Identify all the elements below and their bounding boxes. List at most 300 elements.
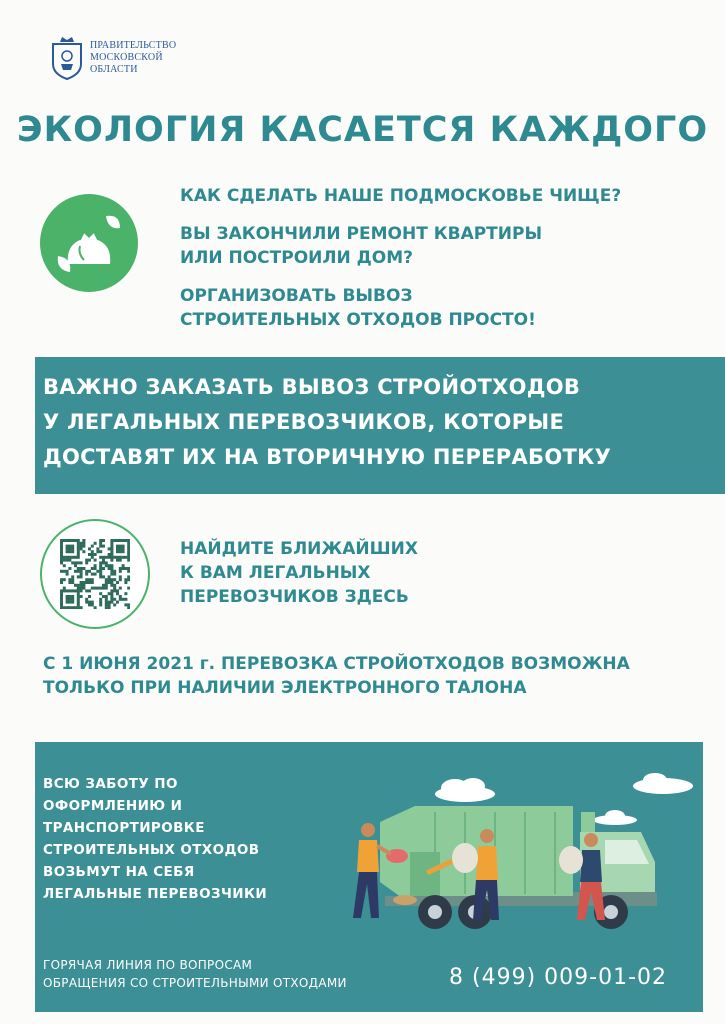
qr-module — [80, 573, 83, 576]
qr-module — [63, 587, 66, 590]
qr-module — [66, 539, 69, 542]
qr-module — [119, 567, 122, 570]
important-text: ВАЖНО ЗАКАЗАТЬ ВЫВОЗ СТРОЙОТХОДОВ У ЛЕГАЛЬНЫХ ПЕРЕВОЗЧИКОВ, КОТОРЫЕ ДОСТАВЯТ ИХ НА ВТОРИЧНУЮ ПЕРЕРАБОТКУ — [43, 375, 612, 469]
qr-module — [110, 584, 113, 587]
qr-module — [119, 575, 122, 578]
qr-module — [80, 567, 83, 570]
qr-module — [60, 556, 63, 559]
qr-module — [71, 606, 74, 609]
qr-module — [80, 587, 83, 590]
qr-module — [124, 592, 127, 595]
qr-module — [82, 587, 85, 590]
qr-module — [80, 575, 83, 578]
qr-module — [110, 573, 113, 576]
qr-module — [119, 578, 122, 581]
qr-module — [108, 564, 111, 567]
qr-module — [124, 567, 127, 570]
qr-module — [113, 603, 116, 606]
qr-module — [91, 550, 94, 553]
qr-module — [105, 598, 108, 601]
qr-module — [108, 603, 111, 606]
qr-module — [68, 601, 71, 604]
moscow-oblast-emblem-icon — [50, 36, 84, 80]
qr-module — [88, 601, 91, 604]
qr-module — [108, 592, 111, 595]
qr-module — [99, 564, 102, 567]
qr-module — [68, 606, 71, 609]
qr-module — [116, 559, 119, 562]
qr-module — [71, 581, 74, 584]
qr-module — [68, 595, 71, 598]
qr-module — [110, 564, 113, 567]
qr-module — [91, 553, 94, 556]
qr-module — [88, 595, 91, 598]
qr-module — [63, 539, 66, 542]
qr-module — [88, 559, 91, 562]
waste-bag-leaves-icon — [40, 194, 138, 292]
qr-module — [77, 584, 80, 587]
qr-module — [108, 575, 111, 578]
qr-module — [127, 553, 130, 556]
qr-module — [85, 581, 88, 584]
qr-module — [105, 581, 108, 584]
qr-module — [80, 570, 83, 573]
qr-module — [124, 556, 127, 559]
qr-module — [60, 559, 63, 562]
qr-module — [91, 578, 94, 581]
qr-module — [82, 567, 85, 570]
qr-module — [99, 598, 102, 601]
qr-module — [91, 567, 94, 570]
qr-module — [74, 556, 77, 559]
qr-module — [113, 589, 116, 592]
qr-module — [119, 587, 122, 590]
qr-module — [99, 539, 102, 542]
qr-module — [127, 575, 130, 578]
qr-module — [113, 556, 116, 559]
qr-module — [66, 573, 69, 576]
qr-module — [102, 584, 105, 587]
qr-module — [105, 601, 108, 604]
qr-module — [80, 561, 83, 564]
qr-module — [99, 556, 102, 559]
qr-module — [113, 573, 116, 576]
qr-module — [66, 545, 69, 548]
qr-module — [102, 556, 105, 559]
qr-module — [60, 570, 63, 573]
qr-module — [71, 556, 74, 559]
qr-module — [60, 542, 63, 545]
qr-module — [113, 570, 116, 573]
qr-module — [96, 547, 99, 550]
qr-module — [77, 556, 80, 559]
qr-module — [122, 598, 125, 601]
qr-module — [110, 556, 113, 559]
qr-module — [77, 589, 80, 592]
find-carriers-text: НАЙДИТЕ БЛИЖАЙШИХ К ВАМ ЛЕГАЛЬНЫХ ПЕРЕВОЗЧИКОВ ЗДЕСЬ — [180, 539, 418, 607]
qr-module — [63, 559, 66, 562]
qr-module — [99, 587, 102, 590]
qr-module — [77, 603, 80, 606]
qr-module — [60, 598, 63, 601]
qr-module — [110, 601, 113, 604]
qr-module — [96, 570, 99, 573]
qr-module — [127, 559, 130, 562]
question-cleaner: КАК СДЕЛАТЬ НАШЕ ПОДМОСКОВЬЕ ЧИЩЕ? — [180, 186, 622, 206]
qr-module — [122, 564, 125, 567]
carriers-care-text: ВСЮ ЗАБОТУ ПО ОФОРМЛЕНИЮ И ТРАНСПОРТИРОВКЕ СТРОИТЕЛЬНЫХ ОТХОДОВ ВОЗЬМУТ НА СЕБЯ ЛЕГАЛЬНЫЕ ПЕРЕВОЗЧИКИ — [43, 776, 268, 902]
qr-module — [108, 567, 111, 570]
qr-module — [116, 556, 119, 559]
qr-module — [110, 592, 113, 595]
qr-module — [108, 556, 111, 559]
qr-module — [71, 545, 74, 548]
qr-module — [110, 542, 113, 545]
qr-module — [122, 539, 125, 542]
coupon-notice: С 1 ИЮНЯ 2021 г. ПЕРЕВОЗКА СТРОЙОТХОДОВ ВОЗМОЖНА ТОЛЬКО ПРИ НАЛИЧИИ ЭЛЕКТРОННОГО ТАЛОНА — [43, 654, 630, 698]
qr-module — [71, 601, 74, 604]
qr-module — [91, 545, 94, 548]
qr-module — [119, 570, 122, 573]
qr-module — [105, 584, 108, 587]
qr-module — [66, 547, 69, 550]
qr-module — [91, 601, 94, 604]
qr-module — [108, 606, 111, 609]
government-header — [50, 36, 176, 80]
qr-module — [110, 570, 113, 573]
qr-module — [110, 589, 113, 592]
qr-module — [63, 570, 66, 573]
qr-module — [105, 595, 108, 598]
qr-module — [71, 550, 74, 553]
qr-module — [127, 570, 130, 573]
qr-module — [85, 559, 88, 562]
qr-module — [102, 575, 105, 578]
qr-module — [77, 606, 80, 609]
carriers-panel — [35, 742, 703, 1012]
qr-module — [127, 603, 130, 606]
qr-module — [68, 547, 71, 550]
question-renovation: ВЫ ЗАКОНЧИЛИ РЕМОНТ КВАРТИРЫ ИЛИ ПОСТРОИЛИ ДОМ? — [180, 224, 543, 268]
qr-module — [85, 570, 88, 573]
qr-module — [88, 578, 91, 581]
qr-module — [85, 578, 88, 581]
qr-module — [60, 545, 63, 548]
qr-module — [105, 603, 108, 606]
qr-module — [66, 559, 69, 562]
qr-module — [91, 581, 94, 584]
qr-module — [77, 545, 80, 548]
qr-module — [127, 567, 130, 570]
qr-module — [122, 547, 125, 550]
intro-questions — [180, 184, 621, 346]
qr-module — [74, 570, 77, 573]
qr-module — [113, 578, 116, 581]
qr-module — [60, 553, 63, 556]
qr-module — [63, 564, 66, 567]
qr-module — [113, 598, 116, 601]
qr-module — [99, 601, 102, 604]
qr-module — [82, 584, 85, 587]
qr-module — [80, 581, 83, 584]
qr-module — [99, 550, 102, 553]
org-line-2: МОСКОВСКОЙ — [90, 52, 163, 63]
qr-module — [105, 606, 108, 609]
qr-module — [94, 559, 97, 562]
qr-module — [66, 606, 69, 609]
qr-module — [94, 542, 97, 545]
qr-module — [68, 545, 71, 548]
qr-module — [77, 598, 80, 601]
qr-module — [85, 573, 88, 576]
qr-module — [110, 547, 113, 550]
qr-module — [99, 542, 102, 545]
government-name — [90, 40, 176, 76]
qr-module — [77, 570, 80, 573]
qr-module — [88, 547, 91, 550]
qr-module — [60, 578, 63, 581]
important-banner — [35, 357, 725, 494]
qr-module — [85, 589, 88, 592]
qr-module — [66, 570, 69, 573]
page-title: ЭКОЛОГИЯ КАСАЕТСЯ КАЖДОГО — [16, 110, 709, 150]
qr-module — [122, 567, 125, 570]
qr-module — [124, 598, 127, 601]
qr-module — [102, 539, 105, 542]
qr-module — [99, 603, 102, 606]
qr-module — [77, 567, 80, 570]
qr-module — [105, 587, 108, 590]
hotline-label: ГОРЯЧАЯ ЛИНИЯ ПО ВОПРОСАМ ОБРАЩЕНИЯ СО СТРОИТЕЛЬНЫМИ ОТХОДАМИ — [43, 958, 347, 990]
qr-module — [88, 603, 91, 606]
qr-module — [74, 561, 77, 564]
qr-module — [74, 564, 77, 567]
qr-module — [119, 550, 122, 553]
qr-module — [68, 556, 71, 559]
qr-module — [110, 595, 113, 598]
qr-module — [85, 561, 88, 564]
qr-module — [85, 598, 88, 601]
qr-module — [91, 603, 94, 606]
qr-module — [91, 587, 94, 590]
qr-module — [108, 553, 111, 556]
qr-module — [71, 578, 74, 581]
qr-module — [88, 589, 91, 592]
qr-module — [110, 539, 113, 542]
org-line-3: ОБЛАСТИ — [90, 64, 138, 75]
qr-module — [113, 587, 116, 590]
qr-module — [116, 550, 119, 553]
qr-module — [60, 547, 63, 550]
qr-module — [82, 542, 85, 545]
qr-module — [74, 606, 77, 609]
qr-module — [94, 567, 97, 570]
qr-module — [116, 545, 119, 548]
qr-module — [60, 550, 63, 553]
qr-module — [66, 595, 69, 598]
qr-module — [119, 598, 122, 601]
qr-module — [77, 587, 80, 590]
qr-module — [110, 578, 113, 581]
qr-module — [119, 539, 122, 542]
qr-module — [77, 561, 80, 564]
qr-module — [68, 539, 71, 542]
qr-module — [96, 587, 99, 590]
qr-module — [82, 539, 85, 542]
qr-module — [105, 564, 108, 567]
qr-module — [94, 587, 97, 590]
qr-module — [110, 550, 113, 553]
qr-module — [66, 556, 69, 559]
qr-module — [102, 561, 105, 564]
qr-module — [127, 606, 130, 609]
org-line-1: ПРАВИТЕЛЬСТВО — [90, 40, 177, 51]
qr-module — [71, 575, 74, 578]
qr-module — [105, 556, 108, 559]
qr-module — [110, 545, 113, 548]
qr-module — [63, 556, 66, 559]
question-removal: ОРГАНИЗОВАТЬ ВЫВОЗ СТРОИТЕЛЬНЫХ ОТХОДОВ ПРОСТО! — [180, 286, 536, 330]
qr-module — [113, 539, 116, 542]
qr-module — [108, 581, 111, 584]
qr-module — [82, 545, 85, 548]
qr-code-badge[interactable] — [40, 519, 150, 629]
qr-module — [82, 581, 85, 584]
qr-module — [116, 589, 119, 592]
qr-module — [127, 578, 130, 581]
qr-module — [102, 545, 105, 548]
qr-module — [124, 581, 127, 584]
qr-module — [99, 545, 102, 548]
qr-module — [108, 578, 111, 581]
qr-module — [71, 589, 74, 592]
qr-module — [77, 601, 80, 604]
garbage-truck-workers-illustration — [305, 772, 695, 942]
qr-module — [63, 606, 66, 609]
qr-module — [116, 539, 119, 542]
qr-module — [77, 542, 80, 545]
qr-module — [88, 570, 91, 573]
qr-module — [68, 578, 71, 581]
qr-module — [80, 589, 83, 592]
qr-module — [102, 595, 105, 598]
qr-module — [99, 561, 102, 564]
qr-module — [80, 547, 83, 550]
qr-module — [116, 547, 119, 550]
qr-module — [60, 606, 63, 609]
qr-module — [127, 545, 130, 548]
qr-module — [60, 589, 63, 592]
qr-module — [77, 595, 80, 598]
qr-module — [127, 547, 130, 550]
qr-module — [102, 567, 105, 570]
qr-module — [99, 567, 102, 570]
qr-module — [74, 539, 77, 542]
qr-module — [60, 581, 63, 584]
qr-module — [119, 559, 122, 562]
qr-module — [71, 595, 74, 598]
qr-module — [96, 550, 99, 553]
qr-module — [77, 592, 80, 595]
qr-module — [82, 550, 85, 553]
qr-module — [124, 603, 127, 606]
qr-module — [80, 545, 83, 548]
qr-module — [77, 553, 80, 556]
qr-module — [80, 584, 83, 587]
qr-module — [99, 570, 102, 573]
qr-module — [60, 603, 63, 606]
qr-module — [122, 545, 125, 548]
qr-module — [88, 581, 91, 584]
qr-module — [68, 550, 71, 553]
qr-code-icon[interactable] — [60, 539, 130, 609]
qr-module — [80, 542, 83, 545]
qr-module — [60, 561, 63, 564]
qr-module — [99, 573, 102, 576]
qr-module — [119, 556, 122, 559]
qr-module — [110, 581, 113, 584]
qr-module — [68, 598, 71, 601]
qr-module — [99, 575, 102, 578]
qr-module — [127, 539, 130, 542]
qr-module — [71, 547, 74, 550]
qr-module — [66, 601, 69, 604]
qr-module — [71, 539, 74, 542]
qr-module — [105, 578, 108, 581]
qr-module — [91, 556, 94, 559]
qr-module — [110, 567, 113, 570]
qr-module — [127, 587, 130, 590]
qr-module — [94, 573, 97, 576]
qr-module — [60, 595, 63, 598]
qr-module — [80, 606, 83, 609]
qr-module — [94, 606, 97, 609]
qr-module — [68, 559, 71, 562]
qr-module — [102, 587, 105, 590]
qr-module — [119, 595, 122, 598]
qr-module — [63, 589, 66, 592]
qr-module — [105, 561, 108, 564]
qr-module — [85, 601, 88, 604]
qr-module — [77, 547, 80, 550]
qr-module — [63, 578, 66, 581]
qr-module — [94, 553, 97, 556]
qr-module — [66, 550, 69, 553]
qr-module — [71, 561, 74, 564]
qr-module — [99, 592, 102, 595]
qr-module — [108, 601, 111, 604]
qr-module — [71, 598, 74, 601]
qr-module — [110, 598, 113, 601]
qr-module — [116, 592, 119, 595]
qr-module — [77, 575, 80, 578]
qr-module — [110, 553, 113, 556]
qr-module — [119, 547, 122, 550]
qr-module — [68, 589, 71, 592]
qr-module — [68, 581, 71, 584]
qr-module — [74, 589, 77, 592]
qr-module — [74, 584, 77, 587]
qr-module — [77, 539, 80, 542]
qr-module — [77, 550, 80, 553]
hotline-phone[interactable]: 8 (499) 009-01-02 — [449, 965, 667, 990]
qr-module — [113, 584, 116, 587]
qr-module — [60, 592, 63, 595]
qr-module — [127, 542, 130, 545]
qr-module — [68, 567, 71, 570]
qr-module — [110, 559, 113, 562]
qr-module — [127, 556, 130, 559]
